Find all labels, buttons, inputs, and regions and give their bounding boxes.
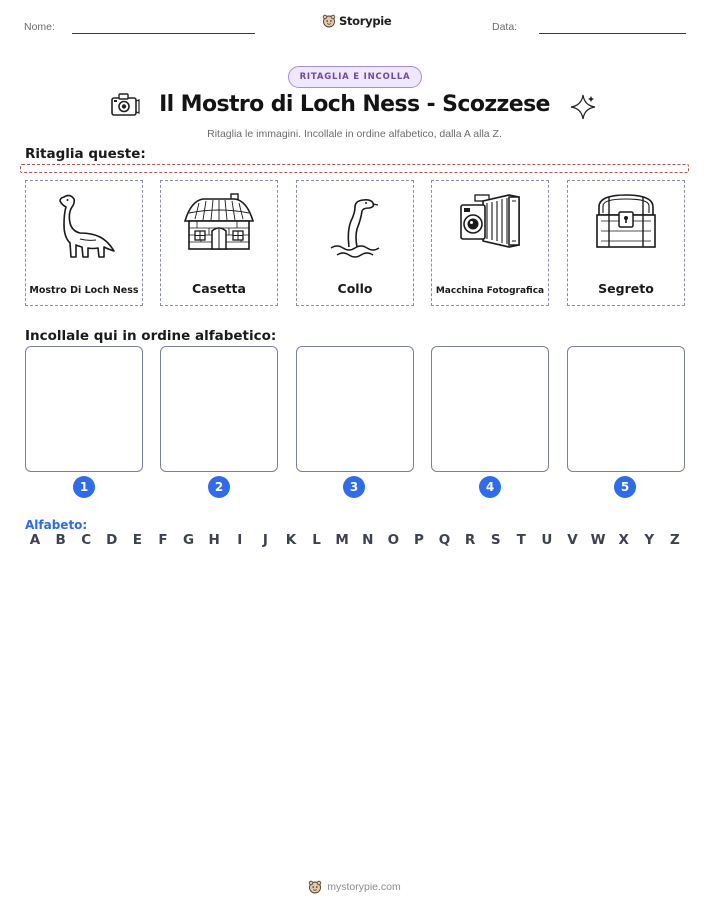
activity-badge: RITAGLIA E INCOLLA [288, 66, 422, 88]
alphabet-letter: V [567, 532, 578, 548]
alphabet-letter: S [490, 532, 501, 548]
cut-card[interactable] [431, 180, 549, 306]
paste-slot[interactable] [567, 346, 685, 472]
name-label: Nome: [24, 21, 55, 33]
paste-slot[interactable] [296, 346, 414, 472]
alphabet-letter: H [208, 532, 220, 548]
brand-name: Storypie [339, 14, 392, 28]
card-label: Segreto [598, 281, 654, 296]
slot-number: 3 [343, 476, 365, 498]
alphabet-letter: E [132, 532, 142, 548]
alphabet-letter: C [81, 532, 92, 548]
alphabet-letter: K [285, 532, 297, 548]
page-subtitle: Ritaglia le immagini. Incollale in ordine alfabetico, dalla A alla Z. [207, 128, 502, 140]
alphabet-letter: F [158, 532, 168, 548]
cut-card[interactable] [567, 180, 685, 306]
alphabet-letter: Z [669, 532, 680, 548]
date-line[interactable] [539, 33, 686, 34]
alphabet-letter: N [362, 532, 374, 548]
cut-section-title: Ritaglia queste: [25, 146, 146, 162]
card-label: Macchina Fotografica [435, 286, 545, 296]
storypie-mascot-icon [322, 14, 336, 28]
cut-card[interactable] [25, 180, 143, 306]
paste-slot[interactable] [160, 346, 278, 472]
sparkle-icon [569, 93, 597, 121]
card-label: Mostro Di Loch Ness [29, 285, 139, 296]
page-title: Il Mostro di Loch Ness - Scozzese [159, 92, 550, 117]
storypie-mascot-icon [308, 880, 322, 894]
cut-card[interactable] [296, 180, 414, 306]
alphabet-letter: T [516, 532, 526, 548]
alphabet-letter: D [106, 532, 118, 548]
paste-slot[interactable] [25, 346, 143, 472]
alphabet-letter: U [541, 532, 553, 548]
footer-link[interactable]: mystorypie.com [327, 881, 401, 893]
cottage-icon [181, 191, 257, 255]
dinosaur-icon [48, 191, 120, 263]
alphabet-letter: X [618, 532, 629, 548]
alphabet-letter: A [29, 532, 41, 548]
alphabet-row [25, 532, 685, 548]
slot-number: 4 [479, 476, 501, 498]
sea-serpent-icon [325, 191, 385, 261]
alphabet-letter: G [183, 532, 195, 548]
alphabet-letter: P [413, 532, 424, 548]
slot-number: 1 [73, 476, 95, 498]
date-label: Data: [492, 21, 518, 33]
alphabet-title: Alfabeto: [25, 518, 88, 532]
alphabet-letter: R [464, 532, 476, 548]
brand-logo [322, 14, 391, 28]
treasure-chest-icon [593, 191, 659, 251]
paste-slot[interactable] [431, 346, 549, 472]
footer [0, 880, 709, 894]
slot-number: 2 [208, 476, 230, 498]
card-label: Collo [337, 281, 373, 296]
alphabet-letter: L [312, 532, 321, 548]
alphabet-letter: J [262, 532, 268, 548]
vintage-camera-icon [457, 191, 523, 255]
cut-line [20, 164, 689, 173]
alphabet-letter: Y [644, 532, 655, 548]
cut-card[interactable] [160, 180, 278, 306]
alphabet-letter: I [237, 532, 243, 548]
alphabet-letter: W [590, 532, 606, 548]
alphabet-letter: M [335, 532, 349, 548]
card-label: Casetta [192, 281, 246, 296]
slot-number: 5 [614, 476, 636, 498]
alphabet-letter: Q [438, 532, 451, 548]
paste-section-title: Incollale qui in ordine alfabetico: [25, 328, 277, 344]
alphabet-letter: B [55, 532, 66, 548]
alphabet-letter: O [387, 532, 400, 548]
name-line[interactable] [72, 33, 255, 34]
